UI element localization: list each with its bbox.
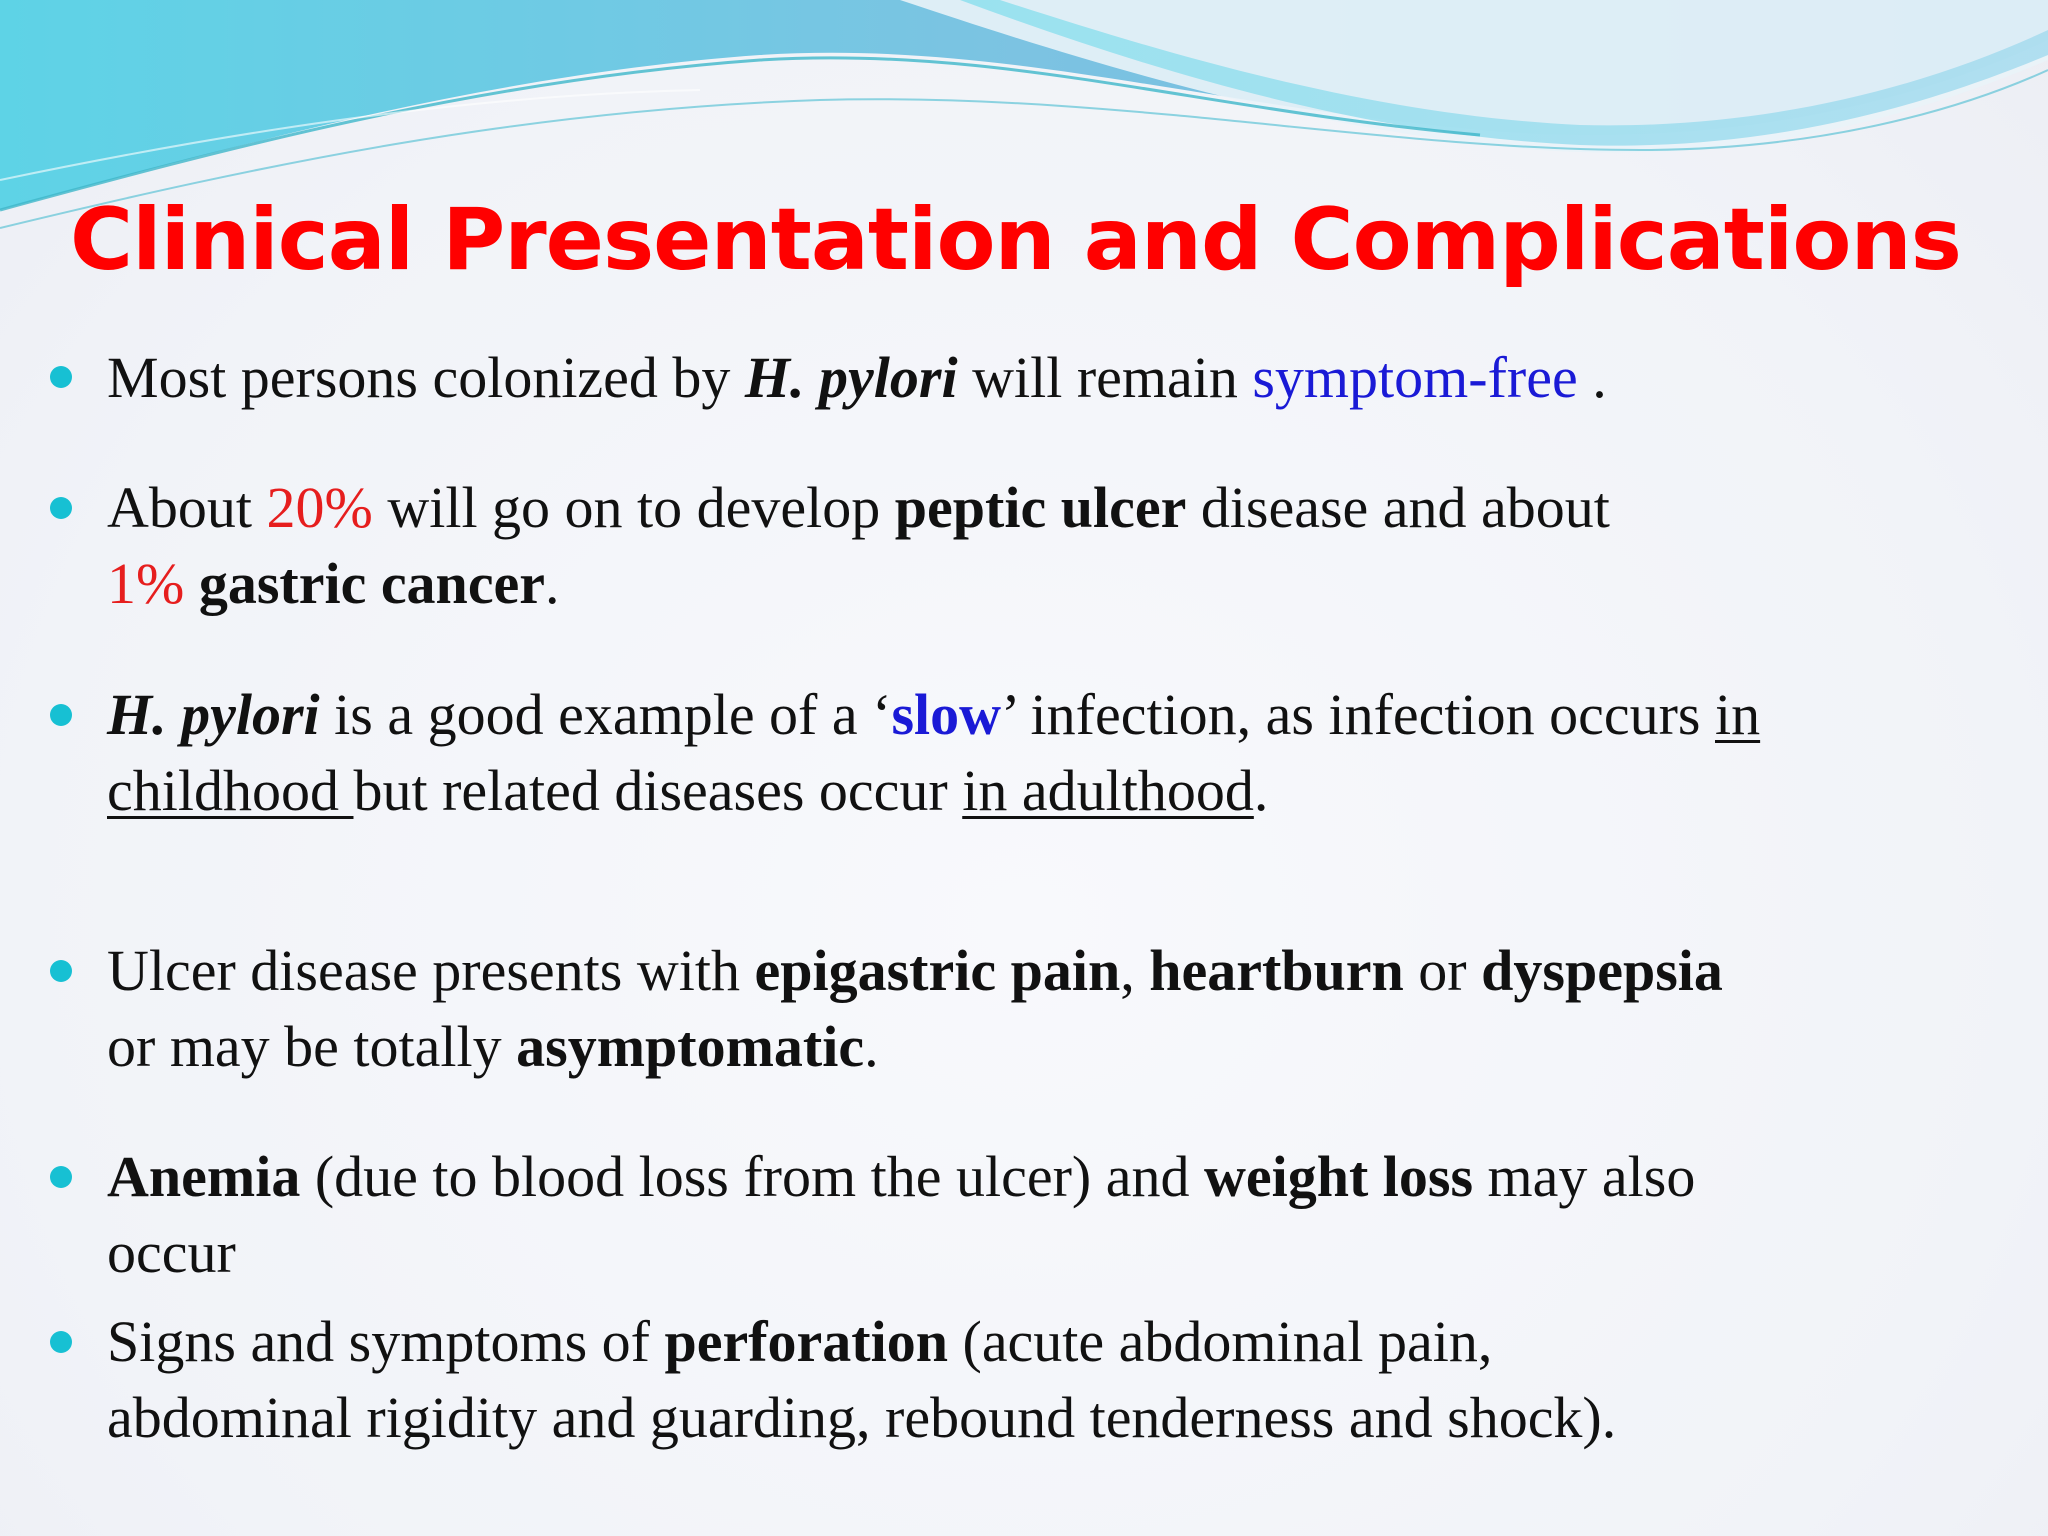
- bullet-icon: [50, 1331, 72, 1353]
- text-run: is a good example of a ‘: [319, 682, 892, 747]
- text-run: will remain: [957, 345, 1253, 410]
- emphasis-text: epigastric pain: [754, 938, 1121, 1003]
- bullet-text: [107, 340, 2007, 416]
- text-run: .: [545, 551, 560, 616]
- highlight-text: symptom-free: [1252, 345, 1578, 410]
- text-run: .: [864, 1014, 879, 1079]
- text-run: or may be totally: [107, 1014, 517, 1079]
- text-run: may also: [1473, 1144, 1696, 1209]
- text-run: disease and about: [1186, 475, 1610, 540]
- text-run: abdominal rigidity and guarding, rebound tenderness and shock).: [107, 1385, 1617, 1450]
- emphasis-text: H. pylori: [107, 682, 320, 747]
- text-run: occur: [107, 1220, 236, 1285]
- emphasis-text: weight loss: [1203, 1144, 1474, 1209]
- bullet-text: [107, 1139, 2007, 1291]
- bullet-icon: [50, 960, 72, 982]
- text-run: (due to blood loss from the ulcer) and: [300, 1144, 1204, 1209]
- text-run: Most persons colonized by: [107, 345, 745, 410]
- underlined-text: in adulthood: [962, 758, 1254, 823]
- emphasis-text: dyspepsia: [1481, 938, 1723, 1003]
- bullet-text: [107, 933, 2007, 1085]
- bullet-icon: [50, 704, 72, 726]
- emphasis-text: Anemia: [107, 1144, 301, 1209]
- text-run: ,: [1120, 938, 1150, 1003]
- bullet-icon: [50, 366, 72, 388]
- text-run: .: [1253, 758, 1269, 823]
- bullet-text: [107, 677, 2007, 829]
- emphasis-text: peptic ulcer: [894, 475, 1187, 540]
- highlight-text: slow: [891, 682, 1002, 747]
- text-run: Ulcer disease presents with: [107, 938, 755, 1003]
- underlined-text: childhood: [107, 758, 354, 823]
- text-run: will go on to develop: [372, 475, 895, 540]
- underlined-text: in: [1715, 682, 1761, 747]
- text-run: About: [107, 475, 267, 540]
- text-run: (acute abdominal pain,: [948, 1309, 1493, 1374]
- emphasis-text: H. pylori: [744, 345, 958, 410]
- emphasis-text: heartburn: [1149, 938, 1404, 1003]
- text-run: or: [1403, 938, 1482, 1003]
- bullet-text: [107, 470, 2007, 622]
- text-run: ’ infection, as infection occurs: [1001, 682, 1715, 747]
- text-run: .: [1577, 345, 1607, 410]
- bullet-icon: [50, 1166, 72, 1188]
- emphasis-text: perforation: [664, 1309, 948, 1374]
- bullet-text: [107, 1304, 2007, 1456]
- text-run: but related diseases occur: [353, 758, 963, 823]
- text-run: Signs and symptoms of: [107, 1309, 665, 1374]
- emphasis-text: gastric cancer: [184, 551, 546, 616]
- bullet-icon: [50, 497, 72, 519]
- slide-title: Clinical Presentation and Complications: [70, 190, 1961, 290]
- emphasis-text: asymptomatic: [516, 1014, 865, 1079]
- highlight-text: 1%: [107, 551, 185, 616]
- highlight-text: 20%: [266, 475, 373, 540]
